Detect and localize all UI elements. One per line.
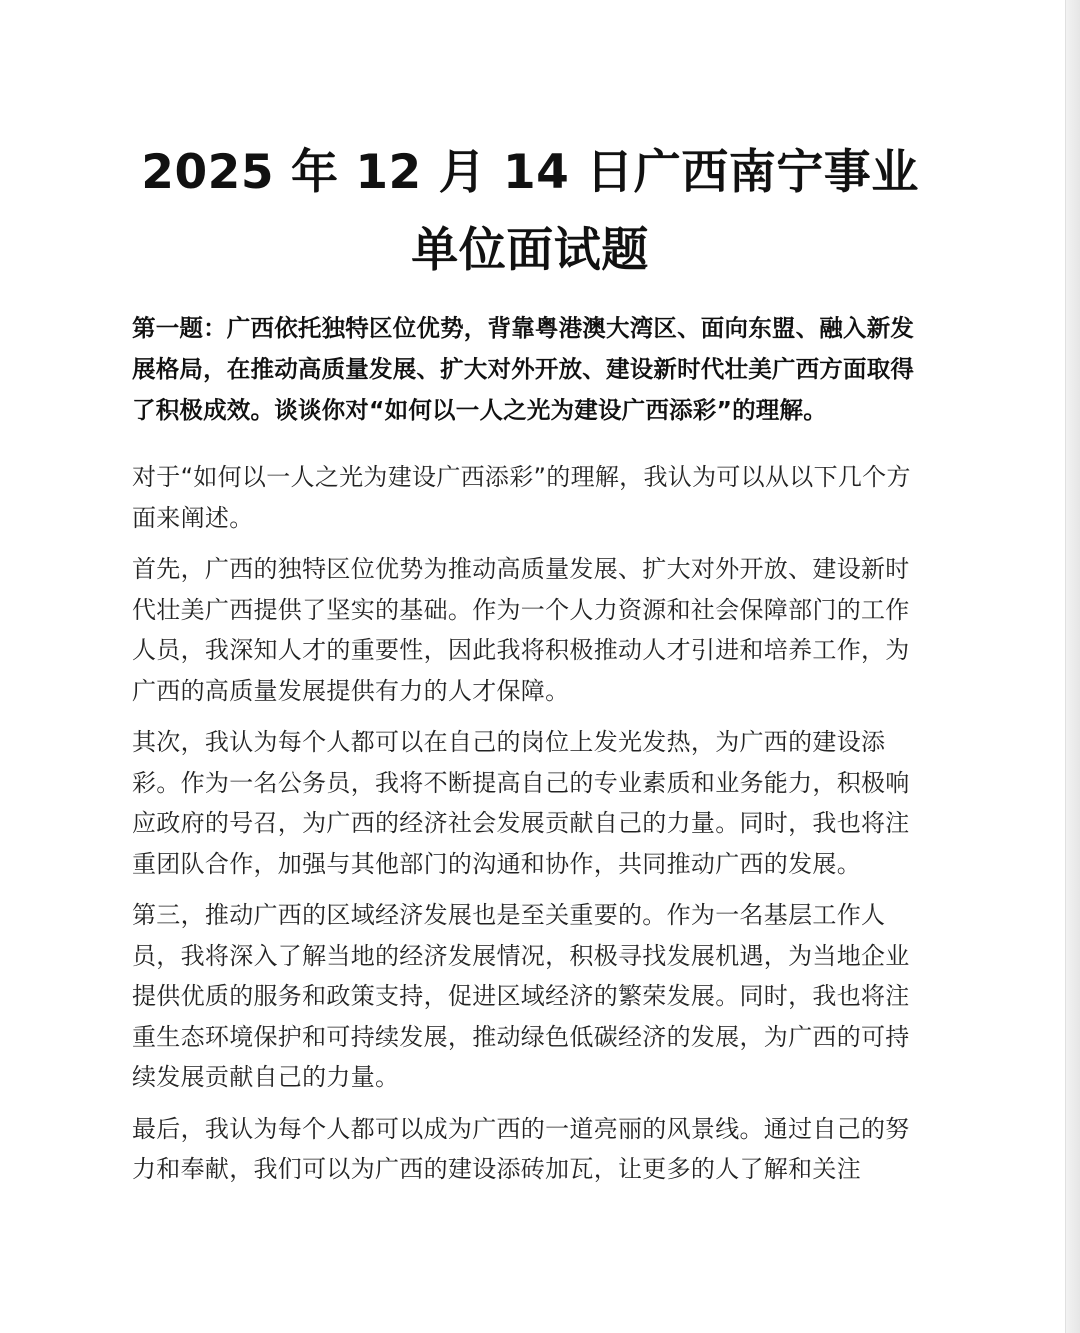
question-text: 第一题：广西依托独特区位优势，背靠粤港澳大湾区、面向东盟、融入新发展格局，在推动高质量发展、扩大对外开放、建设新时代壮美广西方面取得了积极成效。谈谈你对“如何以一人之光为建设广西添彩”的理解。: [132, 314, 915, 424]
answer-paragraph: 其次，我认为每个人都可以在自己的岗位上发光发热，为广西的建设添彩。作为一名公务员，我将不断提高自己的专业素质和业务能力，积极响应政府的号召，为广西的经济社会发展贡献自己的力量。同时，我也将注重团队合作，加强与其他部门的沟通和协作，共同推动广西的发展。: [132, 728, 910, 878]
page-edge-shadow: [1065, 0, 1080, 1333]
answer-paragraph: 对于“如何以一人之光为建设广西添彩”的理解，我认为可以从以下几个方面来阐述。: [132, 463, 911, 532]
answer-paragraph: 最后，我认为每个人都可以成为广西的一道亮丽的风景线。通过自己的努力和奉献，我们可以为广西的建设添砖加瓦，让更多的人了解和关注: [132, 1114, 910, 1183]
answer-paragraph: 首先，广西的独特区位优势为推动高质量发展、扩大对外开放、建设新时代壮美广西提供了坚实的基础。作为一个人力资源和社会保障部门的工作人员，我深知人才的重要性，因此我将积极推动人才引进和培养工作，为广西的高质量发展提供有力的人才保障。: [132, 555, 910, 705]
document-title: 2025 年 12 月 14 日广西南宁事业单位面试题: [141, 145, 919, 278]
document-body: [132, 308, 927, 1201]
answer-paragraph: 第三，推动广西的区域经济发展也是至关重要的。作为一名基层工作人员，我将深入了解当地的经济发展情况，积极寻找发展机遇，为当地企业提供优质的服务和政策支持，促进区域经济的繁荣发展。同时，我也将注重生态环境保护和可持续发展，推动绿色低碳经济的发展，为广西的可持续发展贡献自己的力量。: [132, 901, 910, 1091]
